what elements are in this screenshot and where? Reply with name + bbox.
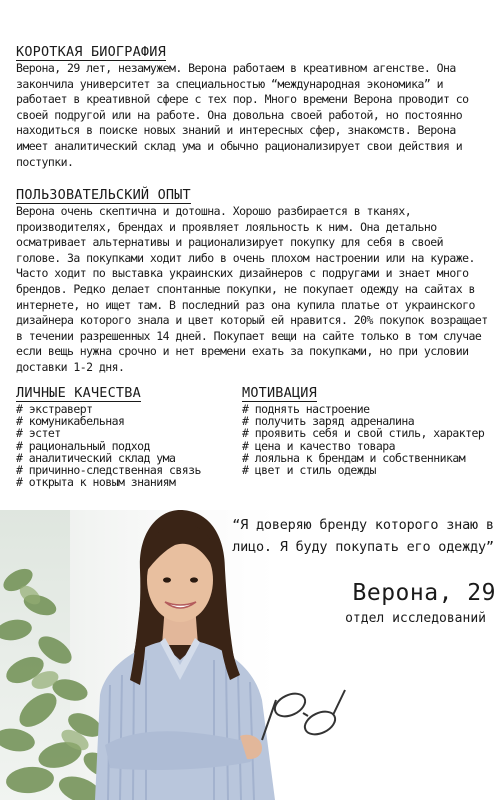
- persona-quote: “Я доверяю бренду которого знаю в лицо. Я буду покупать его одежду”: [232, 517, 494, 555]
- list-item: # экстраверт: [16, 402, 93, 416]
- list-item: # эстет: [16, 426, 61, 441]
- persona-name: Верона, 29: [352, 580, 496, 606]
- persona-role: отдел исследований: [345, 611, 486, 626]
- bio-text: Верона, 29 лет, незамужем. Верона работаем в креативном агенстве. Она закончила университет за специальностью “международная экономика” и работает в креативной сфере с тех пор. Много времени Верона проводит со своей подругой или на работе. Она довольна своей работой, но постоянно находиться в поиске новых знаний и интересных сфер, знакомств. Верона имеет аналитический склад ума и обычно рационализирует свои действия и поступки.: [16, 61, 469, 169]
- list-item: # проявить себя и свой стиль, характер: [242, 426, 485, 441]
- list-item: # лояльна к брендам и собственникам: [242, 450, 466, 465]
- list-item: # комуникабельная: [16, 414, 125, 429]
- traits-heading: ЛИЧНЫЕ КАЧЕСТВА: [16, 385, 141, 401]
- list-item: # аналитический склад ума: [16, 450, 176, 465]
- motivation-section: [242, 382, 484, 476]
- list-item: # получить заряд адреналина: [242, 414, 415, 429]
- list-item: # рациональный подход: [16, 438, 150, 453]
- list-item: # открыта к новым знаниям: [16, 475, 176, 490]
- motivation-list: [242, 403, 484, 476]
- list-item: # цвет и стиль одежды: [242, 463, 376, 478]
- ux-text: Верона очень скептична и дотошна. Хорошо разбирается в тканях, производителях, брендах и проявляет лояльность к ним. Она детально осматривает альтернативы и рационализирует покупку для себя в своей голове. За покупками ходит либо в очень плохом настроении или на кураже. Часто ходит по выставка украинских дизайнеров с подругами и знает много брендов. Редко делает спонтанные покупки, не покупает одежду на сайтах в интернете, но ищет там. В последний раз она купила платье от украинского дизайнера которого знала и цвет который ей нравится. 20% покупок возращает в течении разрешенных 14 дней. Покупает вещи на сайте только в том случае если вещь нужна срочно и нет времени ехать за покупками, но при условии доставки 1-2 дня.: [16, 204, 488, 374]
- bio-section: [16, 41, 492, 170]
- list-item: # цена и качество товара: [242, 438, 395, 453]
- list-item: # поднять настроение: [242, 402, 370, 416]
- list-item: # причинно-следственная связь: [16, 463, 201, 478]
- traits-list: [16, 403, 201, 488]
- traits-section: [16, 382, 201, 488]
- motivation-heading: МОТИВАЦИЯ: [242, 385, 317, 401]
- bio-heading: КОРОТКАЯ БИОГРАФИЯ: [16, 44, 166, 60]
- ux-section: [16, 184, 492, 376]
- ux-heading: ПОЛЬЗОВАТЕЛЬСКИЙ ОПЫТ: [16, 187, 191, 203]
